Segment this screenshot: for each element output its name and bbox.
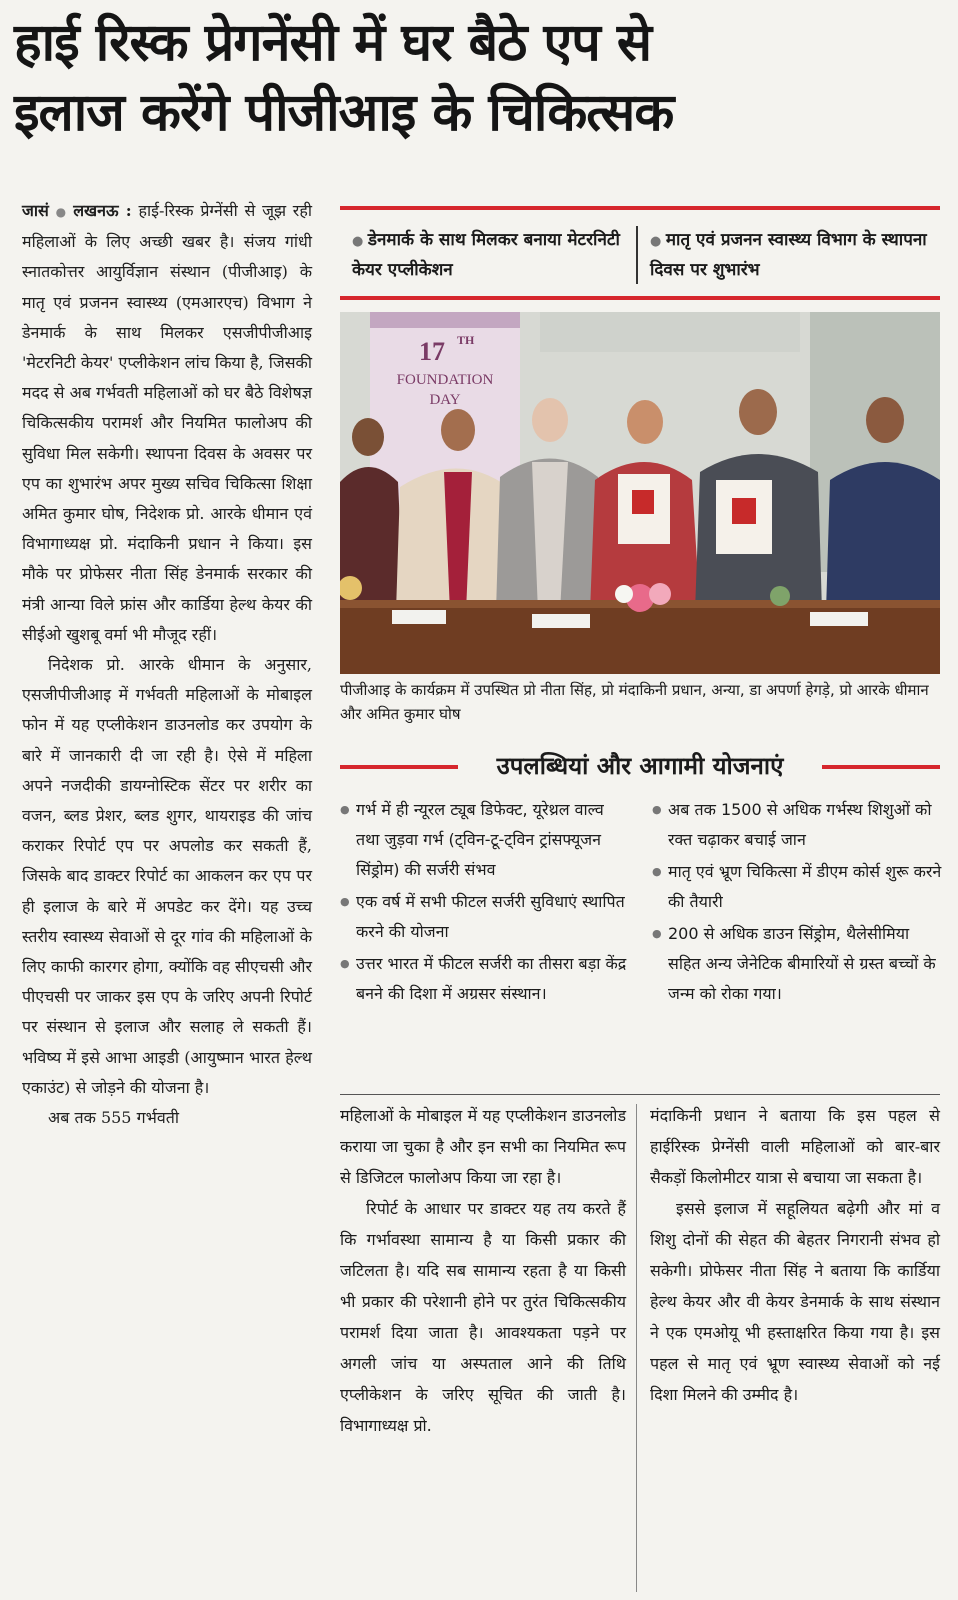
headline xyxy=(14,8,944,148)
right-paragraph-2: इससे इलाज में सहूलियत बढ़ेगी और मां व शिशु दोनों की सेहत की बेहतर निगरानी संभव हो सकेगी। प्रोफेसर नीता सिंह ने बताया कि कार्डिया हेल्थ केयर और वी केयर डेनमार्क के साथ संस्थान ने एक एमओयू भी हस्ताक्षरित किया गया है। इस पहल से मातृ एवं भ्रूण स्वास्थ्य सेवाओं को नई दिशा मिलने की उम्मीद है। xyxy=(650,1199,940,1404)
event-photo xyxy=(340,312,940,674)
middle-column xyxy=(340,1100,626,1441)
kicker-right-text: मातृ एवं प्रजनन स्वास्थ्य विभाग के स्थापना दिवस पर शुभारंभ xyxy=(650,230,927,280)
left-paragraph-3: अब तक 555 गर्भवती xyxy=(48,1108,179,1128)
top-red-rule xyxy=(340,206,940,210)
highlights-title: उपलब्धियां और आगामी योजनाएं xyxy=(496,752,784,780)
banner-line-2: DAY xyxy=(429,392,461,408)
heading-rule-right xyxy=(822,765,940,769)
middle-paragraph-2: रिपोर्ट के आधार पर डाक्टर यह तय करते हैं कि गर्भावस्था सामान्य है या किसी प्रकार की जटिलता है। यदि सब सामान्य रहता है या किसी भी प्रकार की परेशानी होने पर तुरंत चिकित्सकीय परामर्श दिया जाता है। आवश्यकता पड़ने पर अगली जांच या अस्पताल आने की तिथि एप्लीकेशन के जरिए सूचित की जाती है। विभागाध्यक्ष प्रो. xyxy=(340,1199,626,1435)
bullet-dot-icon: ● xyxy=(352,234,368,249)
left-paragraph-2: निदेशक प्रो. आरके धीमान के अनुसार, एसजीपीजीआइ में गर्भवती महिलाओं के मोबाइल फोन में यह एप्लीकेशन डाउनलोड कर उपयोग के बारे में जानकारी दी जा रही है। ऐसे में महिला अपने नजदीकी डायग्नोस्टिक सेंटर पर शरीर का वजन, ब्लड प्रेशर, ब्लड शुगर, थायराइड की जांच कराकर रिपोर्ट एप पर अपलोड कर सकती हैं, जिसके बाद डाक्टर रिपोर्ट का आकलन कर एप पर ही इलाज के बारे में अपडेट कर देंगे। यह उच्च स्तरीय स्वास्थ्य सेवाओं से दूर गांव की महिलाओं के लिए काफी कारगर होगा, क्योंकि वह सीएचसी और पीएचसी पर जाकर इस एप के जरिए अपनी रिपोर्ट पर संस्थान से इलाज और सलाह ले सकती हैं। भविष्य में इसे आभा आइडी (आयुष्मान भारत हेल्थ एकाउंट) से जोड़ने की योजना है। xyxy=(22,655,312,1097)
banner-number: 17 xyxy=(419,337,445,366)
middle-paragraph-1: महिलाओं के मोबाइल में यह एप्लीकेशन डाउनलोड कराया जा चुका है और इन सभी का नियमित रूप से डिजिटल फालोअप किया जा रहा है। xyxy=(340,1106,626,1187)
list-item: ● उत्तर भारत में फीटल सर्जरी का तीसरा बड़ा केंद्र बनने की दिशा में अग्रसर संस्थान। xyxy=(340,949,632,1009)
event-photo-illustration xyxy=(340,312,940,674)
column-divider xyxy=(636,1104,637,1592)
photo-caption: पीजीआइ के कार्यक्रम में उपस्थित प्रो नीता सिंह, प्रो मंदाकिनी प्रधान, अन्या, डा अपर्णा हेगड़े, प्रो आरके धीमान और अमित कुमार घोष xyxy=(340,681,929,723)
kicker-left xyxy=(352,226,622,284)
kicker-left-text: डेनमार्क के साथ मिलकर बनाया मेटरनिटी केयर एप्लीकेशन xyxy=(352,230,620,280)
right-paragraph-1: मंदाकिनी प्रधान ने बताया कि इस पहल से हाईरिस्क प्रेग्नेंसी वाली महिलाओं को बार-बार सैकड़ों किलोमीटर यात्रा से बचाया जा सकता है। xyxy=(650,1106,940,1187)
headline-line-2: इलाज करेंगे पीजीआइ के चिकित्सक xyxy=(14,83,674,143)
left-paragraph-1-text: हाई-रिस्क प्रेग्नेंसी से जूझ रही महिलाओं के लिए अच्छी खबर है। संजय गांधी स्नातकोत्तर आयुर्विज्ञान संस्थान (पीजीआइ) के मातृ एवं प्रजनन स्वास्थ्य (एमआरएच) विभाग ने डेनमार्क के साथ मिलकर एसजीपीजीआइ 'मेटरनिटी केयर' एप्लीकेशन लांच किया है, जिसकी मदद से अब गर्भवती महिलाओं को घर बैठे विशेषज्ञ चिकित्सकीय परामर्श और नियमित फालोअप की सुविधा मिल सकेगी। स्थापना दिवस के अवसर पर एप का शुभारंभ अपर मुख्य सचिव चिकित्सा शिक्षा अमित कुमार घोष, निदेशक प्रो. आरके धीमान एवं विभागाध्यक्ष प्रो. मंदाकिनी प्रधान ने किया। इस मौके पर प्रोफेसर नीता सिंह डेनमार्क सरकार की मंत्री आन्या विले फ्रांस और कार्डिया हेल्थ केयर की सीईओ खुशबू वर्मा भी मौजूद रहीं। xyxy=(22,201,312,644)
left-paragraph-1 xyxy=(22,196,312,650)
section-bottom-rule xyxy=(340,1094,940,1095)
bottom-red-rule xyxy=(340,296,940,300)
headline-line-1: हाई रिस्क प्रेगनेंसी में घर बैठे एप से xyxy=(14,13,652,73)
banner-line-1: FOUNDATION xyxy=(396,372,494,388)
list-item: ● मातृ एवं भ्रूण चिकित्सा में डीएम कोर्स शुरू करने की तैयारी xyxy=(652,857,942,917)
list-item: ● अब तक 1500 से अधिक गर्भस्थ शिशुओं को रक्त चढ़ाकर बचाई जान xyxy=(652,795,942,855)
byline-place: लखनऊ : xyxy=(73,201,132,220)
kicker-right xyxy=(650,226,940,284)
list-item: ● 200 से अधिक डाउन सिंड्रोम, थैलेसीमिया सहित अन्य जेनेटिक बीमारियों से ग्रस्त बच्चों के जन्म को रोका गया। xyxy=(652,919,942,1009)
list-item: ● एक वर्ष में सभी फीटल सर्जरी सुविधाएं स्थापित करने की योजना xyxy=(340,887,632,947)
highlights-right-list xyxy=(652,795,942,1011)
kicker-divider xyxy=(636,226,638,284)
right-column xyxy=(650,1100,940,1410)
highlights-heading xyxy=(340,748,940,784)
bullet-dot-icon: ● xyxy=(650,234,666,249)
highlights-left-list xyxy=(340,795,632,1011)
banner-sup: TH xyxy=(457,333,475,347)
left-column xyxy=(22,196,312,1133)
bullet-dot-icon: ● xyxy=(55,205,74,219)
byline-source: जासं xyxy=(22,201,49,220)
list-item: ● गर्भ में ही न्यूरल ट्यूब डिफेक्ट, यूरेथ्रल वाल्व तथा जुड़वा गर्भ (ट्विन-टू-ट्विन ट्रांसफ्यूजन सिंड्रोम) की सर्जरी संभव xyxy=(340,795,632,885)
